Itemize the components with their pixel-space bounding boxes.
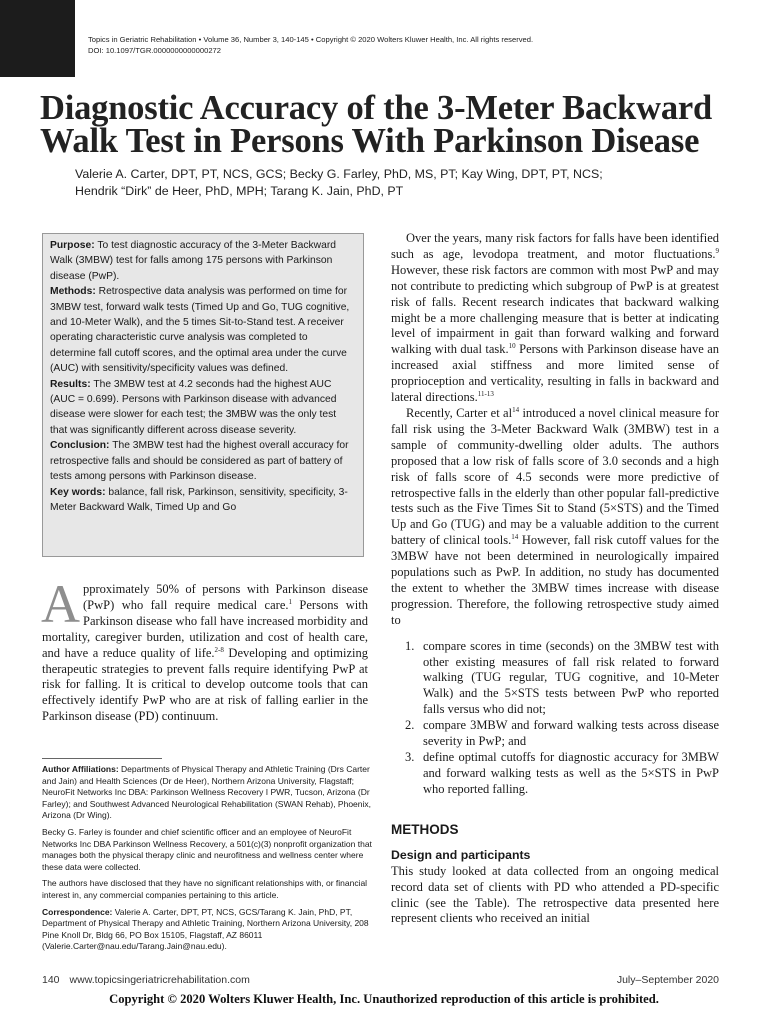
purpose-text: To test diagnostic accuracy of the 3-Meter Backward Walk (3MBW) test for falls among 175 persons with Parkinson disease (PwP). bbox=[50, 240, 336, 282]
list-text: compare scores in time (seconds) on the 3MBW test with other existing measures of fall risk related to forward walking (TUG regular, TUG cognitive, and 10-Meter Walk) and the 5×STS tests between PwP who reported falls versus who did not; bbox=[423, 638, 719, 717]
list-item bbox=[391, 750, 719, 798]
journal-info: Topics in Geriatric Rehabilitation • Volume 36, Number 3, 140-145 • Copyright © 2020 Wolters Kluwer Health, Inc. All rights reserved. bbox=[88, 35, 534, 44]
issue-date: July–September 2020 bbox=[616, 974, 719, 986]
results-label: Results: bbox=[50, 378, 91, 390]
corner-graphic bbox=[0, 0, 75, 77]
disclosure-statement: The authors have disclosed that they have no significant relationships with, or financial interest in, any commercial companies pertaining to this article. bbox=[42, 878, 368, 900]
conclusion-text: The 3MBW test had the highest overall accuracy for retrospective falls and should be considered as part of battery of tests among persons with Parkinson disease. bbox=[50, 440, 349, 483]
citation-ref: 2-8 bbox=[214, 645, 224, 654]
abstract-purpose bbox=[50, 238, 356, 284]
abstract-results bbox=[50, 377, 356, 439]
list-number: 1. bbox=[405, 638, 415, 653]
doi: DOI: 10.1097/TGR.0000000000000272 bbox=[88, 46, 221, 55]
para2-text-b: introduced a novel clinical measure for fall risk using the 3-Meter Backward Walk (3MBW) test in a sample of community-dwelling older adults. The authors proposed that a low risk of falls score of 3.0 seconds and a high risk of falls score of 4.5 seconds were more predictive of retrospective falls in the elderly than other popular fall-predictive tests such as the Five Times Sit to Stand (5×STS) and the Timed Up and Go (TUG) and may be a valuable addition to the current battery of clinical tools. bbox=[391, 405, 720, 548]
disclosure-farley: Becky G. Farley is founder and chief scientific officer and an employee of NeuroFit Networks Inc DBA Parkinson Wellness Recovery, a 501(c)(3) nonprofit organization that manages both the physical therapy clinic and neurofitness and wellness center where these data were collected. bbox=[42, 826, 372, 872]
page-number: 140 bbox=[42, 974, 60, 986]
journal-citation bbox=[88, 34, 533, 56]
body-paragraph-1 bbox=[391, 231, 719, 406]
title-line-1: Diagnostic Accuracy of the 3-Meter Backward bbox=[40, 89, 712, 127]
authors-line-1: Valerie A. Carter, DPT, PT, NCS, GCS; Becky G. Farley, PhD, MS, PT; Kay Wing, DPT, PT, NCS; bbox=[75, 167, 603, 181]
article-title bbox=[40, 89, 740, 160]
body-paragraph-2 bbox=[391, 406, 719, 629]
affiliation-paragraph bbox=[42, 764, 372, 822]
correspondence-text: Valerie A. Carter, DPT, PT, NCS, GCS/Tarang K. Jain, PhD, PT, Department of Physical Therapy and Athletic Training, Northern Arizona University, 208 Pine Knoll Dr, Bldg 66, PO Box 15105, Flagstaff, AZ 86011 (Valerie.Carter@nau.edu/Tarang.Jain@nau.edu). bbox=[42, 906, 369, 952]
citation-ref: 10 bbox=[508, 342, 516, 351]
list-text: define optimal cutoffs for diagnostic accuracy for 3MBW and forward walking tests as well as the 5×STS in PwP who reported falling. bbox=[423, 750, 719, 796]
design-paragraph: This study looked at data collected from an ongoing medical record data set of clients with PD who attended a PD-specific clinic (see the Table). The retrospective data presented here represent clients who received an initial bbox=[391, 863, 719, 926]
keywords-text: balance, fall risk, Parkinson, sensitivity, specificity, 3-Meter Backward Walk, Timed Up and Go bbox=[50, 486, 348, 513]
methods-text: Retrospective data analysis was performed on time for 3MBW test, forward walk tests (Timed Up and Go, TUG cognitive, and 10-Meter Walk), and the 5 times Sit-to-Stand test. A receiver operating characteristic curve analysis was completed to determine fall cutoff scores, and the optimal area under the curve (AUC) with sensitivity/specificity values was defined. bbox=[50, 286, 350, 375]
citation-ref: 11-13 bbox=[477, 390, 494, 399]
correspondence bbox=[42, 907, 372, 953]
conclusion-label: Conclusion: bbox=[50, 440, 110, 452]
citation-ref: 9 bbox=[715, 246, 719, 255]
citation-ref: 14 bbox=[512, 405, 520, 414]
purpose-label: Purpose: bbox=[50, 240, 95, 251]
author-affiliations bbox=[42, 764, 372, 958]
title-line-2: Walk Test in Persons With Parkinson Disease bbox=[40, 122, 700, 160]
footer-left bbox=[42, 974, 250, 986]
drop-cap: A bbox=[41, 574, 80, 634]
aims-list bbox=[391, 639, 719, 798]
results-text: The 3MBW test at 4.2 seconds had the highest AUC (AUC = 0.699). Persons with Parkinson disease with advanced disease were slower for each test; the 3MBW was the only test that was significantly different across disease severity. bbox=[50, 378, 337, 436]
affiliation-label: Author Affiliations: bbox=[42, 764, 119, 774]
intro-text-3: Developing and optimizing therapeutic strategies to prevent falls require identifying PwP at risk for falling. It is critical to develop outcome tools that can effectively identify PwP who are at risk of falling earlier in the Parkinson disease (PD) continuum. bbox=[42, 645, 368, 724]
affiliation-text: Departments of Physical Therapy and Athletic Training (Drs Carter and Jain) and Health Sciences (Dr de Heer), Northern Arizona University, Flagstaff; NeuroFit Networks Inc DBA: Parkinson Wellness Recovery I PWR, Tucson, Arizona (Dr Farley); and Southwest Advanced Neurological Rehabilitation (SWAN Rehab), Phoenix, Arizona (Dr Wing). bbox=[42, 764, 371, 821]
affiliation-divider bbox=[42, 758, 162, 759]
abstract-conclusion bbox=[50, 438, 356, 484]
journal-url: www.topicsingeriatricrehabilitation.com bbox=[69, 974, 250, 986]
design-heading: Design and participants bbox=[391, 847, 531, 862]
intro-text-1: pproximately 50% of persons with Parkinson disease (PwP) who fall require medical care. bbox=[83, 582, 368, 612]
keywords-label: Key words: bbox=[50, 486, 106, 498]
citation-ref: 1 bbox=[288, 597, 292, 606]
intro-text-2: Persons with Parkinson disease who fall have increased morbidity and mortality, caregiver burden, utilization and cost of health care, and have a reduce quality of life. bbox=[42, 597, 368, 660]
intro-paragraph bbox=[41, 574, 368, 725]
methods-label: Methods: bbox=[50, 286, 96, 298]
citation-ref: 14 bbox=[511, 533, 519, 542]
list-item bbox=[391, 718, 719, 750]
list-item bbox=[391, 639, 719, 719]
correspondence-label: Correspondence: bbox=[42, 906, 113, 917]
para1-text-a: Over the years, many risk factors for falls have been identified such as age, levodopa treatment, and motor fluctuations. bbox=[391, 231, 719, 261]
para2-text-c: However, fall risk cutoff values for the 3MBW have not been determined in neurologically impaired populations such as PwP. In addition, no study has documented the extent to whether the 3MBW times increase with disease progression. Therefore, the following retrospective study aimed to bbox=[391, 533, 719, 627]
abstract-keywords bbox=[50, 485, 356, 516]
abstract-methods bbox=[50, 284, 356, 376]
right-column bbox=[391, 231, 719, 927]
para2-text-a: Recently, Carter et al bbox=[406, 405, 513, 420]
list-text: compare 3MBW and forward walking tests across disease severity in PwP; and bbox=[423, 718, 719, 749]
authors-line-2: Hendrik “Dirk” de Heer, PhD, MPH; Tarang K. Jain, PhD, PT bbox=[75, 184, 404, 198]
list-number: 3. bbox=[405, 750, 415, 764]
para1-text-c: Persons with Parkinson disease have an increased axial stiffness and more limited sense of proprioception and verticality, resulting in falls in backward and lateral directions. bbox=[391, 342, 720, 405]
abstract-box bbox=[42, 233, 364, 557]
author-list bbox=[75, 166, 695, 200]
para1-text-b: However, these risk factors are common with most PwP and may not contribute to predicting which subgroup of PwP is at greatest risk of falls. Recent research indicates that backward walking might be a more challenging measure that is better at indicating level of impairment in gait than forward walking and forward walking with dual task. bbox=[391, 262, 719, 357]
copyright-notice: Copyright © 2020 Wolters Kluwer Health, Inc. Unauthorized reproduction of this article is prohibited. bbox=[109, 992, 659, 1006]
methods-heading: METHODS bbox=[391, 821, 459, 837]
list-number: 2. bbox=[405, 718, 415, 733]
